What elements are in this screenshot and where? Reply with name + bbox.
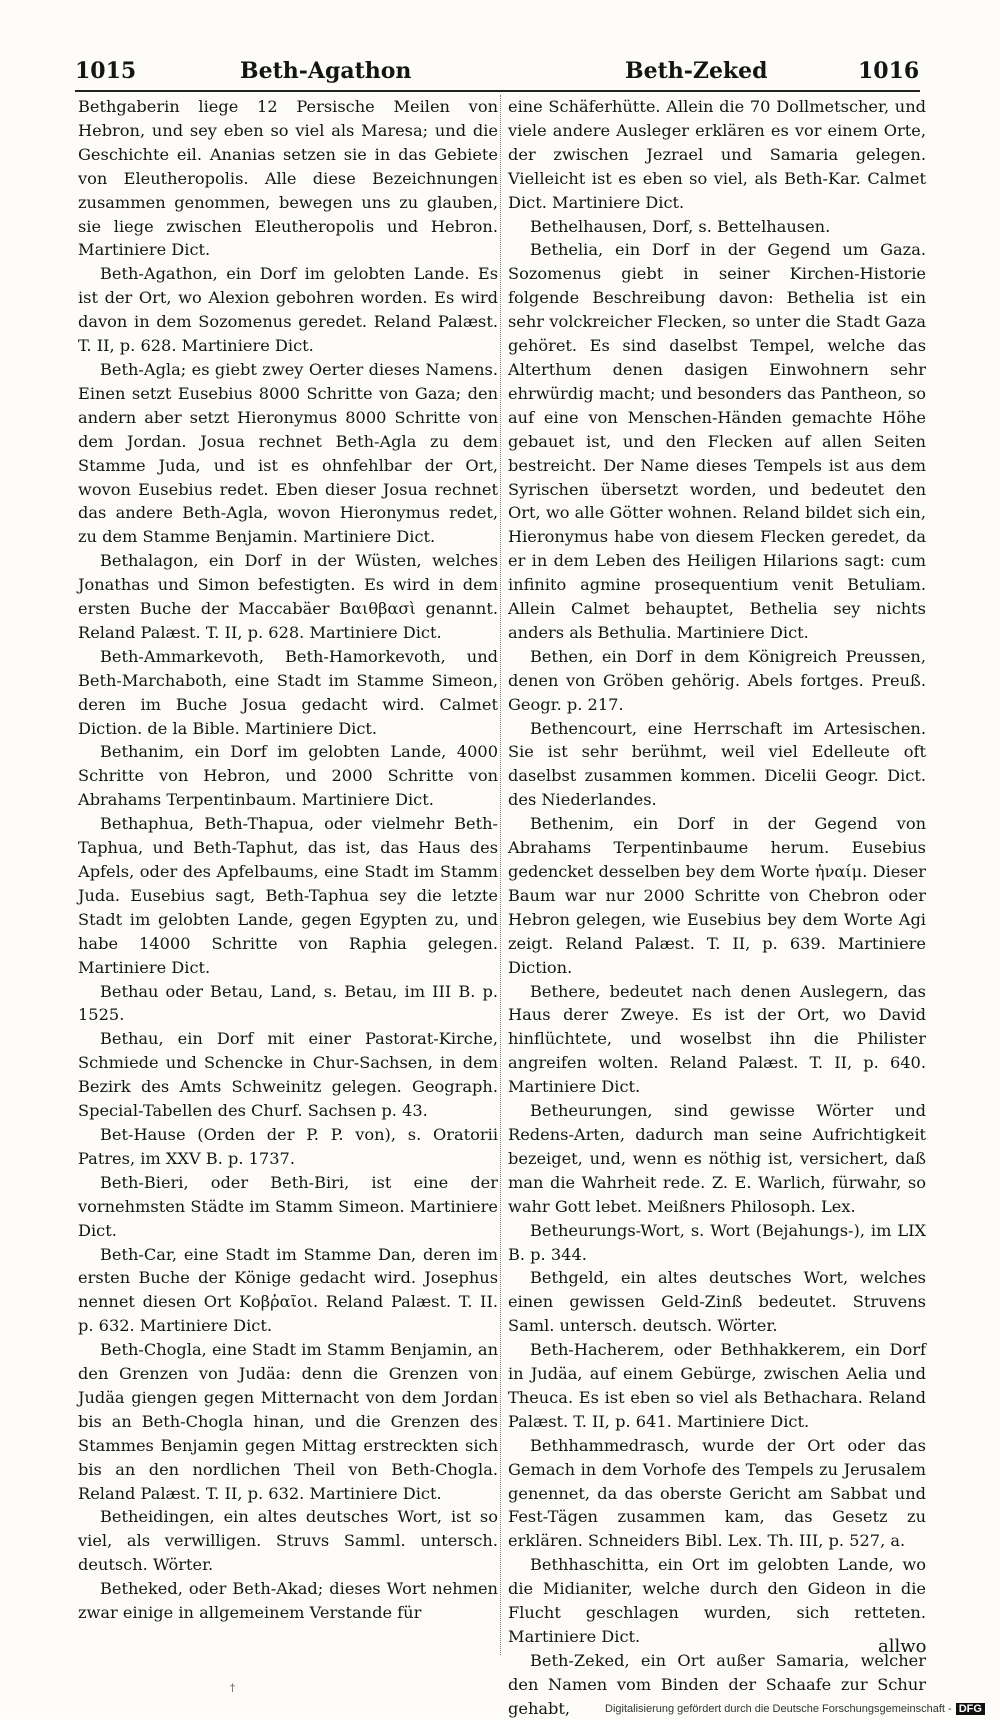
entry: Bethenim, ein Dorf in der Gegend von Abrahams Terpentinbaume herum. Eusebius gedencket desselben bey dem Worte ἠναίμ. Dieser Baum war nur 2000 Schritte von Chebron oder Hebron gelegen, wie Eusebius bey dem Worte Agi zeigt. Reland Palæst. T. II, p. 639. Martiniere Diction. (508, 814, 926, 977)
entry: Bethhammedrasch, wurde der Ort oder das Gemach in dem Vorhofe des Tempels zu Jerusalem genennet, da das oberste Gericht am Sabbat und Fest-Tägen zusammen kam, das Gesetz zu erklären. Schneiders Bibl. Lex. Th. III, p. 527, a. (508, 1435, 926, 1551)
left-column (78, 95, 498, 1655)
entry: Betheidingen, ein altes deutsches Wort, ist so viel, als verwilligen. Struvs Samml. untersch. deutsch. Wörter. (78, 1507, 498, 1575)
dfg-logo: DFG (956, 1703, 985, 1715)
entry: Beth-Ammarkevoth, Beth-Hamorkevoth, und Beth-Marchaboth, eine Stadt im Stamme Simeon, deren im Buche Josua gedacht wird. Calmet Diction. de la Bible. Martiniere Dict. (78, 646, 498, 738)
entry: Betheurungen, sind gewisse Wörter und Redens-Arten, dadurch man seine Aufrichtigkeit bezeiget, und, wenn es nöthig ist, versichert, daß man die Wahrheit rede. Z. E. Warlich, fürwahr, so wahr Gott lebet. Meißners Philosoph. Lex. (508, 1101, 926, 1216)
entry-continuation: eine Schäferhütte. Allein die 70 Dollmetscher, und viele andere Ausleger erklären es vor einem Orte, der zwischen Jezrael und Samaria gelegen. Vielleicht ist es eben so viel, als Beth-Kar. Calmet Dict. Martiniere Dict. (508, 97, 926, 212)
entry: Bethgeld, ein altes deutsches Wort, welches einen gewissen Geld-Zinß bedeutet. Struvens Saml. untersch. deutsch. Wörter. (508, 1268, 926, 1336)
entry: Bethen, ein Dorf in dem Königreich Preussen, denen von Gröben gehörig. Abels fortges. Preuß. Geogr. p. 217. (508, 646, 926, 714)
entry: Bethanim, ein Dorf im gelobten Lande, 4000 Schritte von Hebron, und 2000 Schritte von Abrahams Terpentinbaum. Martiniere Dict. (78, 742, 498, 810)
printer-mark: † (230, 1683, 235, 1694)
entry: Beth-Hacherem, oder Bethhakkerem, ein Dorf in Judäa, auf einem Gebürge, zwischen Aelia und Theuca. Es ist eben so viel als Bethachara. Reland Palæst. T. II, p. 641. Martiniere Dict. (508, 1340, 926, 1431)
entry: Bethhaschitta, ein Ort im gelobten Lande, wo die Midianiter, welche durch den Gideon in die Flucht geschlagen wurden, sich retteten. Martiniere Dict. (508, 1555, 926, 1646)
header-rule (75, 90, 920, 92)
entry: Bet-Hause (Orden der P. P. von), s. Oratorii Patres, im XXV B. p. 1737. (78, 1124, 498, 1168)
entry: Bethau, ein Dorf mit einer Pastorat-Kirche, Schmiede und Schencke in Chur-Sachsen, in dem Bezirk des Amts Schweinitz gelegen. Geograph. Special-Tabellen des Churf. Sachsen p. 43. (78, 1029, 498, 1121)
entry: Bethaphua, Beth-Thapua, oder vielmehr Beth-Taphua, und Beth-Taphut, das ist, das Haus des Apfels, oder des Apfelbaums, eine Stadt im Stamm Juda. Eusebius sagt, Beth-Taphua sey die letzte Stadt im gelobten Lande, gegen Egypten zu, und habe 14000 Schritte von Raphia gelegen. Martiniere Dict. (78, 814, 498, 977)
entry: Bethelhausen, Dorf, s. Bettelhausen. (530, 216, 831, 236)
entry: Beth-Bieri, oder Beth-Biri, ist eine der vornehmsten Städte im Stamm Simeon. Martiniere Dict. (78, 1172, 498, 1240)
entry: Bethalagon, ein Dorf in der Wüsten, welches Jonathas und Simon befestigten. Es wird in dem ersten Buche der Maccabäer Βαιθβασὶ genannt. Reland Palæst. T. II, p. 628. Martiniere Dict. (78, 551, 498, 642)
entry: Betheked, oder Beth-Akad; dieses Wort nehmen zwar einige in allgemeinem Verstande für (78, 1579, 498, 1623)
entry: Betheurungs-Wort, s. Wort (Bejahungs-), im LIX B. p. 344. (508, 1220, 926, 1264)
right-running-title: Beth-Zeked (625, 58, 768, 84)
left-running-title: Beth-Agathon (240, 58, 412, 84)
left-page-number: 1015 (75, 58, 137, 84)
entry: Bethere, bedeutet nach denen Auslegern, das Haus derer Zweye. Es ist der Ort, wo David hinflüchtete, und woselbst ihn die Philister angreifen wolten. Reland Palæst. T. II, p. 640. Martiniere Dict. (508, 981, 926, 1097)
entry: Bethau oder Betau, Land, s. Betau, im III B. p. 1525. (78, 981, 498, 1025)
entry-continuation: Bethgaberin liege 12 Persische Meilen von Hebron, und sey eben so viel als Maresa; und die Geschichte eil. Ananias setzen sie in das Gebiete von Eleutheropolis. Alle diese Bezeichnungen zusammen genommen, bewegen uns zu glauben, sie liege zwischen Eleutheropolis und Hebron. Martiniere Dict. (78, 97, 498, 260)
right-page-number: 1016 (858, 58, 920, 84)
entry: Beth-Zeked, ein Ort außer Samaria, welcher den Namen vom Binden der Schaafe zur Schur gehabt, (508, 1650, 926, 1718)
entry: Beth-Chogla, eine Stadt im Stamm Benjamin, an den Grenzen von Judäa: denn die Grenzen von Judäa giengen gegen Mitternacht von dem Jordan bis an Beth-Chogla hinan, und die Grenzen des Stammes Benjamin gegen Mittag erstreckten sich bis an den nordlichen Theil von Beth-Chogla. Reland Palæst. T. II, p. 632. Martiniere Dict. (78, 1340, 498, 1503)
digitization-footer (605, 1703, 995, 1719)
catchword: allwo (878, 1636, 927, 1657)
entry: Beth-Agla; es giebt zwey Oerter dieses Namens. Einen setzt Eusebius 8000 Schritte von Gaza; den andern aber setzt Hieronymus 8000 Schritte von dem Jordan. Josua rechnet Beth-Agla zu dem Stamme Juda, und ist es ohnfehlbar der Ort, wovon Eusebius redet. Eben dieser Josua rechnet das andere Beth-Agla, wovon Hieronymus redet, zu dem Stamme Benjamin. Martiniere Dict. (78, 359, 498, 547)
entry: Bethelia, ein Dorf in der Gegend um Gaza. Sozomenus giebt in seiner Kirchen-Historie folgende Beschreibung davon: Bethelia ist ein sehr volckreicher Flecken, so unter die Stadt Gaza gehöret. Es sind daselbst Tempel, welche das Alterthum denen dasigen Einwohnern sehr ehrwürdig macht; und besonders das Pantheon, so auf eine von Menschen-Händen gemachte Höhe gebauet ist, und den Flecken auf allen Seiten bestreicht. Der Name dieses Tempels ist aus dem Syrischen übersetzt worden, und bedeutet den Ort, wo alle Götter wohnen. Reland bildet sich ein, Hieronymus habe von diesem Flecken geredet, da er in dem Leben des Heiligen Hilarions sagt: cum infinito agmine prosequentium venit Betuliam. Allein Calmet behauptet, Bethelia sey nichts anders als Bethulia. Martiniere Dict. (508, 240, 926, 642)
column-divider (500, 95, 501, 1655)
entry: Bethencourt, eine Herrschaft im Artesischen. Sie ist sehr berühmt, weil viel Edelleute oft daselbst zusammen kommen. Dicelii Geogr. Dict. des Niederlandes. (508, 718, 926, 810)
entry: Beth-Car, eine Stadt im Stamme Dan, deren im ersten Buche der Könige gedacht wird. Josephus nennet diesen Ort Κοβῥαῖοι. Reland Palæst. T. II. p. 632. Martiniere Dict. (78, 1244, 498, 1336)
footer-text: Digitalisierung gefördert durch die Deutsche Forschungsgemeinschaft - (605, 1703, 952, 1715)
entry: Beth-Agathon, ein Dorf im gelobten Lande. Es ist der Ort, wo Alexion gebohren worden. Es wird davon in dem Sozomenus geredet. Reland Palæst. T. II, p. 628. Martiniere Dict. (78, 264, 498, 356)
